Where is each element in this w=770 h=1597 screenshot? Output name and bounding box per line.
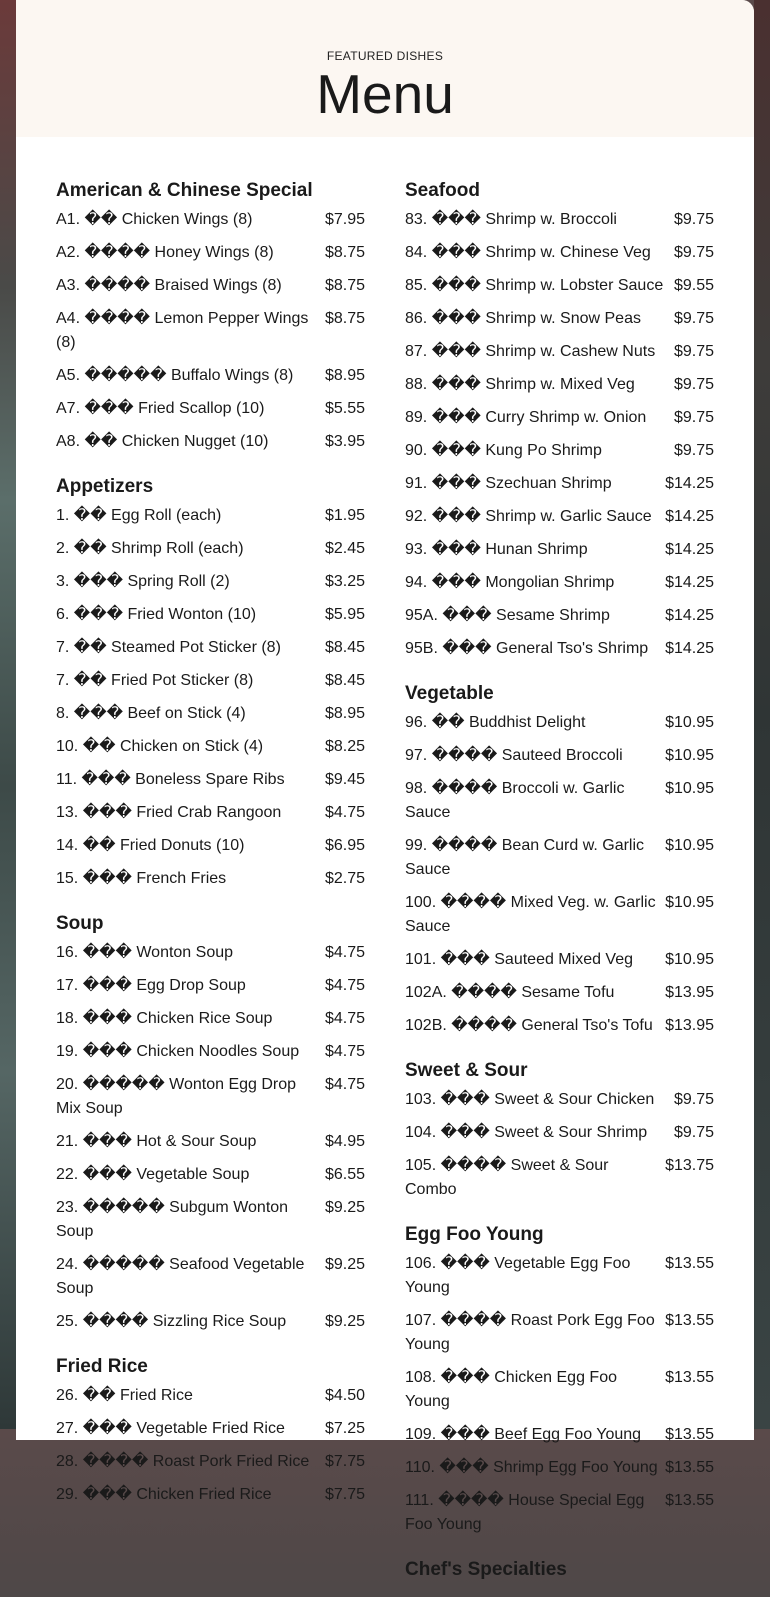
section-title: Soup xyxy=(56,913,104,934)
menu-item-name: 7. �� Steamed Pot Sticker (8) xyxy=(56,639,281,656)
menu-item-price: $10.95 xyxy=(665,780,714,797)
menu-item-price: $10.95 xyxy=(665,951,714,968)
menu-item xyxy=(405,270,714,303)
menu-item xyxy=(405,1248,714,1305)
menu-item xyxy=(56,1380,365,1413)
menu-item-price: $8.75 xyxy=(324,310,365,327)
menu-item xyxy=(56,731,365,764)
menu-item-price: $14.25 xyxy=(665,541,714,558)
menu-item-price: $14.25 xyxy=(665,640,714,657)
menu-item xyxy=(56,1479,365,1512)
menu-item-name: 106. ��� Vegetable Egg Foo Young xyxy=(405,1255,631,1296)
menu-item-price: $5.55 xyxy=(324,400,365,417)
menu-item-price: $14.25 xyxy=(665,607,714,624)
menu-item xyxy=(405,1084,714,1117)
menu-item-price: $2.75 xyxy=(324,870,365,887)
menu-item-name: 27. ��� Vegetable Fried Rice xyxy=(56,1420,285,1437)
menu-item-price: $6.55 xyxy=(324,1166,365,1183)
menu-item-name: 16. ��� Wonton Soup xyxy=(56,944,234,961)
menu-item xyxy=(405,887,714,944)
menu-item xyxy=(405,1452,714,1485)
menu-item xyxy=(56,533,365,566)
menu-item xyxy=(56,698,365,731)
menu-item xyxy=(56,393,365,426)
menu-item-price: $13.55 xyxy=(665,1312,714,1329)
menu-item-name: 15. ��� French Fries xyxy=(56,870,227,887)
menu-item xyxy=(56,1413,365,1446)
menu-item xyxy=(56,1159,365,1192)
menu-item-name: 18. ��� Chicken Rice Soup xyxy=(56,1010,273,1027)
menu-item-name: 14. �� Fried Donuts (10) xyxy=(56,837,245,854)
menu-item-price: $9.75 xyxy=(673,244,714,261)
menu-item-name: 20. ����� Wonton Egg Drop Mix Soup xyxy=(56,1076,297,1117)
menu-item-price: $3.95 xyxy=(324,433,365,450)
menu-item-name: 17. ��� Egg Drop Soup xyxy=(56,977,246,994)
menu-item-name: 6. ��� Fried Wonton (10) xyxy=(56,606,257,623)
menu-item-price: $7.95 xyxy=(324,211,365,228)
menu-item-price: $8.45 xyxy=(324,639,365,656)
section-title: Seafood xyxy=(405,180,480,201)
menu-item-name: 102B. ���� General Tso's Tofu xyxy=(405,1017,653,1034)
menu-item xyxy=(56,1306,365,1339)
menu-item-price: $9.55 xyxy=(673,277,714,294)
menu-section xyxy=(56,910,365,1339)
menu-item-name: A3. ���� Braised Wings (8) xyxy=(56,277,282,294)
menu-item-price: $10.95 xyxy=(665,894,714,911)
menu-item-price: $13.55 xyxy=(665,1255,714,1272)
menu-item xyxy=(56,237,365,270)
menu-item-name: 108. ��� Chicken Egg Foo Young xyxy=(405,1369,617,1410)
menu-item-name: 107. ���� Roast Pork Egg Foo Young xyxy=(405,1312,655,1353)
menu-item xyxy=(405,237,714,270)
menu-item-price: $13.95 xyxy=(665,984,714,1001)
menu-item-price: $4.75 xyxy=(324,804,365,821)
menu-item xyxy=(56,500,365,533)
menu-item-price: $14.25 xyxy=(665,475,714,492)
menu-card xyxy=(16,0,754,1580)
menu-item xyxy=(405,1362,714,1419)
menu-item xyxy=(56,1036,365,1069)
menu-item-name: 93. ��� Hunan Shrimp xyxy=(405,541,588,558)
menu-item-price: $4.50 xyxy=(324,1387,365,1404)
menu-item xyxy=(405,204,714,237)
menu-item-name: 3. ��� Spring Roll (2) xyxy=(56,573,230,590)
menu-item-name: 13. ��� Fried Crab Rangoon xyxy=(56,804,282,821)
menu-item-price: $10.95 xyxy=(665,747,714,764)
menu-item-name: 24. ����� Seafood Vegetable Soup xyxy=(56,1256,305,1297)
menu-item-price: $4.95 xyxy=(324,1133,365,1150)
menu-item-name: 89. ��� Curry Shrimp w. Onion xyxy=(405,409,647,426)
menu-item xyxy=(56,1003,365,1036)
menu-item-name: 87. ��� Shrimp w. Cashew Nuts xyxy=(405,343,656,360)
menu-item-name: 26. �� Fried Rice xyxy=(56,1387,193,1404)
menu-section xyxy=(56,473,365,896)
menu-item xyxy=(405,402,714,435)
menu-item-name: 96. �� Buddhist Delight xyxy=(405,714,586,731)
menu-section xyxy=(405,1556,714,1583)
menu-item xyxy=(405,633,714,666)
menu-item-name: A1. �� Chicken Wings (8) xyxy=(56,211,253,228)
menu-item xyxy=(56,937,365,970)
menu-item-name: 29. ��� Chicken Fried Rice xyxy=(56,1486,272,1503)
menu-item xyxy=(56,1249,365,1306)
featured-eyebrow: FEATURED DISHES xyxy=(326,49,444,63)
menu-item-name: 86. ��� Shrimp w. Snow Peas xyxy=(405,310,641,327)
menu-item xyxy=(405,740,714,773)
menu-item-price: $9.75 xyxy=(673,310,714,327)
menu-item-price: $4.75 xyxy=(324,944,365,961)
menu-item xyxy=(56,764,365,797)
menu-item xyxy=(405,977,714,1010)
menu-item-price: $8.95 xyxy=(324,367,365,384)
menu-item-price: $14.25 xyxy=(665,574,714,591)
menu-item-name: 103. ��� Sweet & Sour Chicken xyxy=(405,1091,655,1108)
menu-item xyxy=(405,1419,714,1452)
menu-section xyxy=(405,1057,714,1207)
menu-item xyxy=(405,534,714,567)
menu-item-price: $4.75 xyxy=(324,1076,365,1093)
menu-item-price: $9.75 xyxy=(673,1091,714,1108)
menu-item-name: 83. ��� Shrimp w. Broccoli xyxy=(405,211,617,228)
menu-item-price: $8.75 xyxy=(324,277,365,294)
section-title: Sweet & Sour xyxy=(405,1060,528,1081)
section-title: Vegetable xyxy=(405,683,494,704)
menu-column-right xyxy=(405,177,714,1597)
menu-item-price: $4.75 xyxy=(324,1043,365,1060)
menu-item-price: $8.45 xyxy=(324,672,365,689)
menu-item-name: 21. ��� Hot & Sour Soup xyxy=(56,1133,257,1150)
menu-item xyxy=(405,369,714,402)
menu-item xyxy=(56,830,365,863)
menu-item xyxy=(405,830,714,887)
menu-item xyxy=(56,1446,365,1479)
menu-item xyxy=(56,1126,365,1159)
menu-item xyxy=(405,1305,714,1362)
menu-item-price: $9.75 xyxy=(673,211,714,228)
menu-section xyxy=(405,177,714,666)
menu-item-price: $8.95 xyxy=(324,705,365,722)
menu-item-name: 1. �� Egg Roll (each) xyxy=(56,507,222,524)
menu-item xyxy=(56,665,365,698)
menu-item-name: 25. ���� Sizzling Rice Soup xyxy=(56,1313,287,1330)
menu-item-name: 95B. ��� General Tso's Shrimp xyxy=(405,640,649,657)
menu-item-name: 19. ��� Chicken Noodles Soup xyxy=(56,1043,300,1060)
menu-item-name: 11. ��� Boneless Spare Ribs xyxy=(56,771,285,788)
section-title: Appetizers xyxy=(56,476,154,497)
menu-item-name: 111. ���� House Special Egg Foo Young xyxy=(405,1492,645,1533)
menu-item xyxy=(405,1010,714,1043)
menu-item-name: 8. ��� Beef on Stick (4) xyxy=(56,705,246,722)
menu-item-name: 88. ��� Shrimp w. Mixed Veg xyxy=(405,376,635,393)
menu-item-name: 105. ���� Sweet & Sour Combo xyxy=(405,1157,609,1198)
menu-item xyxy=(56,204,365,237)
menu-item-price: $1.95 xyxy=(324,507,365,524)
menu-item-name: A5. ����� Buffalo Wings (8) xyxy=(56,367,294,384)
menu-item-price: $3.25 xyxy=(324,573,365,590)
menu-item-name: A2. ���� Honey Wings (8) xyxy=(56,244,274,261)
menu-item-price: $9.75 xyxy=(673,343,714,360)
menu-item-name: 100. ���� Mixed Veg. w. Garlic Sauce xyxy=(405,894,656,935)
menu-item-name: 23. ����� Subgum Wonton Soup xyxy=(56,1199,289,1240)
menu-item-price: $7.25 xyxy=(324,1420,365,1437)
menu-item-name: 102A. ���� Sesame Tofu xyxy=(405,984,615,1001)
menu-item-name: 104. ��� Sweet & Sour Shrimp xyxy=(405,1124,648,1141)
menu-item-name: 109. ��� Beef Egg Foo Young xyxy=(405,1426,642,1443)
section-title: Egg Foo Young xyxy=(405,1224,544,1245)
menu-item-price: $8.25 xyxy=(324,738,365,755)
menu-item xyxy=(405,1117,714,1150)
menu-item-name: 101. ��� Sauteed Mixed Veg xyxy=(405,951,634,968)
section-title: Fried Rice xyxy=(56,1356,148,1377)
menu-section xyxy=(405,680,714,1043)
menu-item-price: $13.55 xyxy=(665,1369,714,1386)
menu-item xyxy=(405,468,714,501)
menu-item-price: $13.95 xyxy=(665,1017,714,1034)
menu-item xyxy=(405,944,714,977)
menu-item-price: $7.75 xyxy=(324,1486,365,1503)
menu-item-name: A8. �� Chicken Nugget (10) xyxy=(56,433,269,450)
menu-item-price: $9.75 xyxy=(673,442,714,459)
menu-item xyxy=(405,501,714,534)
background-left xyxy=(0,0,16,1429)
menu-item xyxy=(56,970,365,1003)
menu-item-price: $9.75 xyxy=(673,376,714,393)
menu-item-price: $13.75 xyxy=(665,1157,714,1174)
menu-item-name: 7. �� Fried Pot Sticker (8) xyxy=(56,672,254,689)
menu-item-name: 22. ��� Vegetable Soup xyxy=(56,1166,250,1183)
menu-item xyxy=(405,707,714,740)
section-title: American & Chinese Special xyxy=(56,180,313,201)
menu-item xyxy=(56,303,365,360)
menu-item xyxy=(56,632,365,665)
menu-item xyxy=(56,360,365,393)
menu-item xyxy=(56,426,365,459)
menu-item xyxy=(405,600,714,633)
menu-item xyxy=(405,567,714,600)
menu-item-price: $9.45 xyxy=(324,771,365,788)
menu-item-name: 110. ��� Shrimp Egg Foo Young xyxy=(405,1459,658,1476)
menu-column-left xyxy=(56,177,365,1526)
menu-item-price: $9.25 xyxy=(324,1199,365,1216)
menu-item xyxy=(56,270,365,303)
menu-item xyxy=(56,599,365,632)
menu-item-name: 84. ��� Shrimp w. Chinese Veg xyxy=(405,244,651,261)
menu-item-price: $4.75 xyxy=(324,977,365,994)
menu-item-price: $9.25 xyxy=(324,1256,365,1273)
menu-item-name: A4. ���� Lemon Pepper Wings (8) xyxy=(56,310,309,351)
menu-item-price: $7.75 xyxy=(324,1453,365,1470)
menu-item xyxy=(405,1485,714,1542)
menu-item-price: $13.55 xyxy=(665,1459,714,1476)
menu-item xyxy=(56,566,365,599)
menu-item xyxy=(405,435,714,468)
menu-item xyxy=(405,303,714,336)
menu-item-price: $9.75 xyxy=(673,409,714,426)
menu-item-name: 10. �� Chicken on Stick (4) xyxy=(56,738,264,755)
menu-item-price: $13.55 xyxy=(665,1492,714,1509)
menu-item-price: $10.95 xyxy=(665,837,714,854)
menu-item-price: $8.75 xyxy=(324,244,365,261)
menu-item xyxy=(405,336,714,369)
menu-section xyxy=(405,1221,714,1542)
menu-section xyxy=(56,1353,365,1512)
menu-section xyxy=(56,177,365,459)
menu-item-name: 95A. ��� Sesame Shrimp xyxy=(405,607,610,624)
menu-item-price: $4.75 xyxy=(324,1010,365,1027)
menu-item-name: A7. ��� Fried Scallop (10) xyxy=(56,400,265,417)
menu-item-price: $5.95 xyxy=(324,606,365,623)
menu-item xyxy=(56,863,365,896)
page-title: Menu xyxy=(316,63,454,125)
menu-item-price: $9.25 xyxy=(324,1313,365,1330)
menu-item-name: 98. ���� Broccoli w. Garlic Sauce xyxy=(405,780,625,821)
menu-item-name: 2. �� Shrimp Roll (each) xyxy=(56,540,244,557)
menu-item-price: $9.75 xyxy=(673,1124,714,1141)
menu-item-name: 28. ���� Roast Pork Fried Rice xyxy=(56,1453,310,1470)
menu-item-price: $2.45 xyxy=(324,540,365,557)
menu-item-name: 90. ��� Kung Po Shrimp xyxy=(405,442,602,459)
menu-item xyxy=(56,1192,365,1249)
menu-item-price: $14.25 xyxy=(665,508,714,525)
menu-item-name: 94. ��� Mongolian Shrimp xyxy=(405,574,615,591)
menu-item-price: $10.95 xyxy=(665,714,714,731)
menu-item-name: 97. ���� Sauteed Broccoli xyxy=(405,747,623,764)
menu-item-name: 85. ��� Shrimp w. Lobster Sauce xyxy=(405,277,664,294)
background-right xyxy=(754,0,770,1429)
menu-item-price: $13.55 xyxy=(665,1426,714,1443)
menu-item xyxy=(405,1150,714,1207)
section-title: Chef's Specialties xyxy=(405,1559,567,1580)
menu-item-name: 99. ���� Bean Curd w. Garlic Sauce xyxy=(405,837,645,878)
menu-item xyxy=(405,773,714,830)
menu-item xyxy=(56,797,365,830)
menu-item-price: $6.95 xyxy=(324,837,365,854)
menu-header xyxy=(16,0,754,137)
menu-item-name: 92. ��� Shrimp w. Garlic Sauce xyxy=(405,508,652,525)
menu-item-name: 91. ��� Szechuan Shrimp xyxy=(405,475,612,492)
menu-item xyxy=(56,1069,365,1126)
